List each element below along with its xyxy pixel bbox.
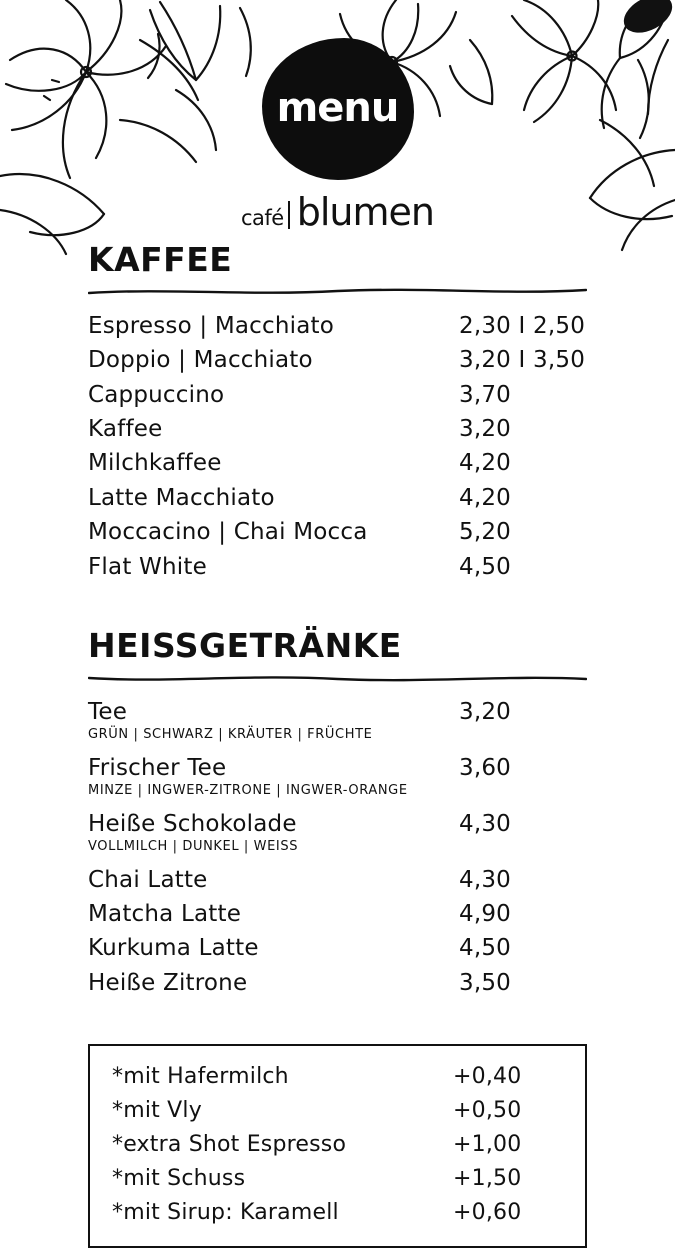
item-name: Milchkaffee <box>88 450 222 477</box>
item-price: 4,90 <box>459 901 512 928</box>
menu-item <box>88 483 587 513</box>
item-name: *mit Schuss <box>112 1166 246 1192</box>
item-name: Heiße Schokolade <box>88 810 297 837</box>
menu-item <box>88 933 587 963</box>
item-price: +0,60 <box>453 1200 522 1226</box>
item-price: 5,20 <box>459 519 512 546</box>
item-name: Frischer Tee <box>88 754 227 781</box>
brand-cafe: café <box>241 206 284 230</box>
item-price: 4,50 <box>459 553 512 580</box>
item-subtitle: GRÜN | SCHWARZ | KRÄUTER | FRÜCHTE <box>88 727 373 743</box>
menu-item <box>88 380 587 410</box>
section-divider <box>88 287 587 297</box>
extras-item <box>112 1164 563 1193</box>
item-name: Kurkuma Latte <box>88 935 259 962</box>
menu-section-kaffee <box>88 240 587 582</box>
brand-divider <box>288 201 290 229</box>
menu-item <box>88 865 587 895</box>
menu-item <box>88 345 587 375</box>
item-price: 4,20 <box>459 450 512 477</box>
item-name: *mit Hafermilch <box>112 1064 289 1090</box>
menu-item <box>88 899 587 929</box>
menu-item <box>88 968 587 998</box>
item-price: 3,20 <box>459 416 512 443</box>
menu-item <box>88 311 587 341</box>
section-title: KAFFEE <box>88 240 233 279</box>
menu-item <box>88 809 587 839</box>
item-name: Cappuccino <box>88 381 225 408</box>
brand-blumen: blumen <box>296 190 434 234</box>
item-price: 4,50 <box>459 935 512 962</box>
item-price: +0,40 <box>453 1064 522 1090</box>
item-name: Chai Latte <box>88 866 208 893</box>
section-divider <box>88 673 587 683</box>
menu-item <box>88 753 587 783</box>
item-subtitle: MINZE | INGWER-ZITRONE | INGWER-ORANGE <box>88 783 408 799</box>
item-price: +0,50 <box>453 1098 522 1124</box>
extras-box <box>88 1044 587 1248</box>
item-price: 4,30 <box>459 866 512 893</box>
item-name: Heiße Zitrone <box>88 969 248 996</box>
item-name: Doppio | Macchiato <box>88 347 313 374</box>
item-name: Latte Macchiato <box>88 484 275 511</box>
item-name: *mit Sirup: Karamell <box>112 1200 339 1226</box>
extras-item <box>112 1198 563 1227</box>
menu-item <box>88 697 587 727</box>
item-name: Tee <box>88 698 128 725</box>
item-price: +1,50 <box>453 1166 522 1192</box>
item-price: 3,70 <box>459 381 512 408</box>
menu-item <box>88 448 587 478</box>
item-name: Espresso | Macchiato <box>88 313 335 339</box>
item-name: *extra Shot Espresso <box>112 1132 347 1158</box>
section-title: HEISSGETRÄNKE <box>88 625 402 665</box>
extras-item <box>112 1130 563 1159</box>
logo-block <box>0 38 675 234</box>
item-price: 4,30 <box>459 810 512 837</box>
item-price: 2,30 I 2,50 <box>459 313 586 339</box>
menu-item <box>88 552 587 582</box>
menu-section-heissgetraenke <box>88 626 587 998</box>
item-name: Moccacino | Chai Mocca <box>88 519 368 546</box>
item-price: 3,20 <box>459 698 512 725</box>
item-name: Flat White <box>88 553 207 580</box>
extras-item <box>112 1096 563 1125</box>
item-price: 4,20 <box>459 484 512 511</box>
brand-name <box>0 190 675 234</box>
item-price: 3,20 I 3,50 <box>459 347 586 374</box>
item-subtitle: VOLLMILCH | DUNKEL | WEISS <box>88 839 299 855</box>
item-name: Matcha Latte <box>88 901 242 928</box>
item-name: *mit Vly <box>112 1098 202 1124</box>
item-name: Kaffee <box>88 416 163 443</box>
menu-word: menu <box>276 85 399 132</box>
item-price: +1,00 <box>453 1132 522 1158</box>
menu-content <box>0 240 675 1248</box>
item-price: 3,50 <box>459 969 512 996</box>
menu-item <box>88 517 587 547</box>
menu-item <box>88 414 587 444</box>
extras-item <box>112 1062 563 1091</box>
menu-blob <box>262 38 414 180</box>
item-price: 3,60 <box>459 754 512 781</box>
